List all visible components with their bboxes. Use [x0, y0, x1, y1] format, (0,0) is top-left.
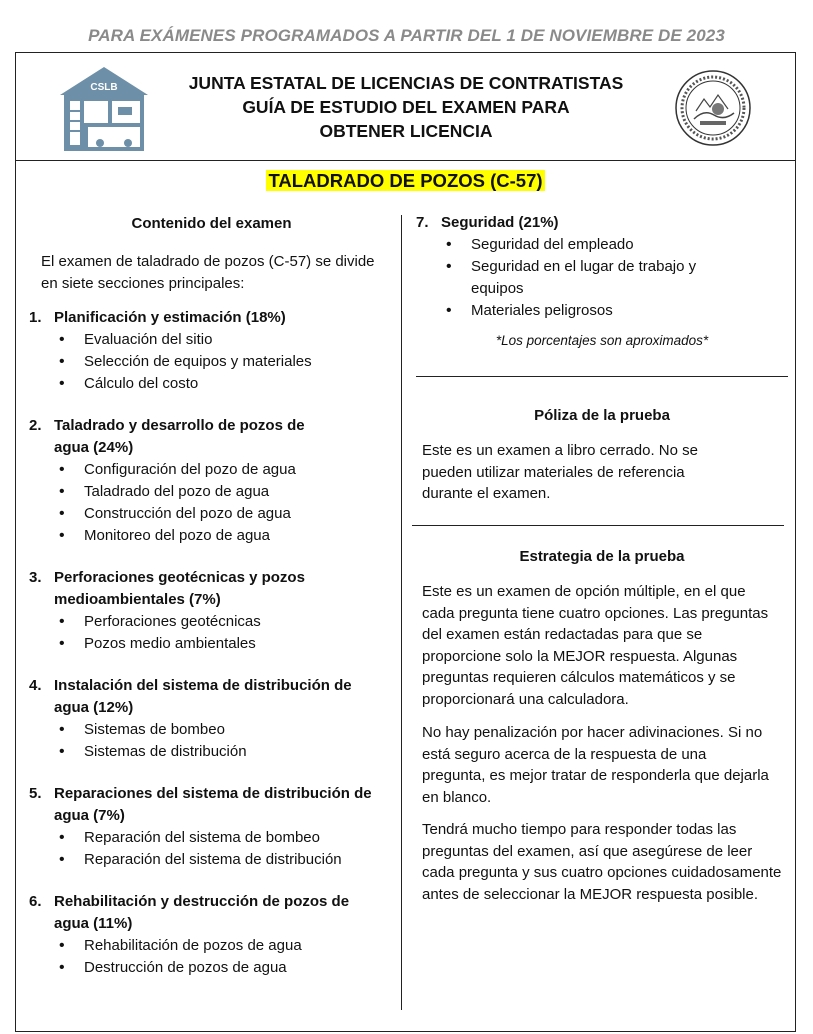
- section-item: • Rehabilitación de pozos de agua: [59, 935, 394, 957]
- policy-heading: Póliza de la prueba: [534, 407, 670, 424]
- exam-content-heading: Contenido del examen: [131, 215, 292, 232]
- section-item: • Pozos medio ambientales: [59, 633, 394, 655]
- exam-section-6: [29, 891, 394, 979]
- divider-policy: [416, 376, 788, 377]
- policy-text: Este es un examen a libro cerrado. No se pueden utilizar materiales de referencia durante el examen.: [422, 442, 698, 502]
- section-item: • Construcción del pozo de agua: [59, 503, 394, 525]
- section-number: 1.: [29, 309, 42, 326]
- section-item: • Perforaciones geotécnicas: [59, 611, 394, 633]
- document-title: [16, 170, 795, 192]
- section-item: • Configuración del pozo de agua: [59, 459, 394, 481]
- exam-section-2: [29, 415, 394, 547]
- exam-section-4: [29, 675, 394, 763]
- section-item: • Taladrado del pozo de agua: [59, 481, 394, 503]
- exam-section-1: [29, 307, 394, 395]
- section-title: Planificación y estimación (18%): [54, 309, 286, 326]
- section-number: 4.: [29, 677, 42, 694]
- section-item: • Cálculo del costo: [59, 373, 394, 395]
- header-title-line: JUNTA ESTATAL DE LICENCIAS DE CONTRATISTAS: [188, 73, 624, 93]
- california-seal: [674, 69, 752, 147]
- percentages-note: *Los porcentajes son aproximados*: [495, 333, 709, 348]
- header: [16, 53, 795, 161]
- section-title: Reparaciones del sistema de distribución de agua (7%): [54, 785, 372, 824]
- strategy-paragraph-3: Tendrá mucho tiempo para responder todas las preguntas del examen, así que asegúrese de leer cada pregunta y sus cuatro opciones cuidadosamente antes de seleccionar la MEJOR respuesta posible.: [422, 821, 782, 903]
- section-number: 6.: [29, 893, 42, 910]
- section-item: • Evaluación del sitio: [59, 329, 394, 351]
- section-number: 5.: [29, 785, 42, 802]
- cslb-logo: [58, 65, 150, 151]
- exam-content-column: [29, 215, 394, 979]
- document-frame: [15, 52, 796, 1032]
- section-item: • Reparación del sistema de bombeo: [59, 827, 394, 849]
- section-number: 3.: [29, 569, 42, 586]
- exam-section-5: [29, 783, 394, 871]
- header-title-line: OBTENER LICENCIA: [319, 121, 493, 141]
- strategy-paragraph-1: Este es un examen de opción múltiple, en el que cada pregunta tiene cuatro opciones. Las preguntas del examen están redactadas para que se proporcione solo la MEJOR respuesta. Algunas preguntas requieren cálculos matemáticos y se proporcionará una calculadora.: [422, 583, 769, 708]
- section-title: Seguridad (21%): [441, 214, 559, 231]
- section-item: • Seguridad del empleado: [446, 234, 788, 256]
- strategy-paragraph-2: No hay penalización por hacer adivinaciones. Si no está seguro acerca de la respuesta de una pregunta, es mejor tratar de responderla que dejarla en blanco.: [422, 724, 769, 806]
- section-title: Rehabilitación y destrucción de pozos de agua (11%): [54, 893, 350, 932]
- right-column: [416, 215, 788, 348]
- section-title: Perforaciones geotécnicas y pozos medioambientales (7%): [54, 569, 305, 608]
- section-item: • Materiales peligrosos: [446, 300, 788, 322]
- section-number: 7.: [416, 214, 429, 231]
- header-titles: [156, 71, 656, 143]
- header-title-line: GUÍA DE ESTUDIO DEL EXAMEN PARA: [242, 97, 570, 117]
- document-title-text: TALADRADO DE POZOS (C-57): [268, 170, 543, 191]
- exam-section-7: [416, 212, 788, 322]
- strategy-heading: Estrategia de la prueba: [519, 548, 685, 565]
- section-item: • Seguridad en el lugar de trabajo y equipos: [446, 256, 701, 300]
- exam-content-intro: El examen de taladrado de pozos (C-57) se divide en siete secciones principales:: [41, 253, 375, 292]
- section-item: • Sistemas de bombeo: [59, 719, 394, 741]
- section-item: • Selección de equipos y materiales: [59, 351, 394, 373]
- section-item: • Reparación del sistema de distribución: [59, 849, 394, 871]
- top-banner: PARA EXÁMENES PROGRAMADOS A PARTIR DEL 1 DE NOVIEMBRE DE 2023: [88, 26, 725, 45]
- section-title: Taladrado y desarrollo de pozos de agua (24%): [54, 417, 305, 456]
- column-divider: [401, 215, 402, 1010]
- section-title: Instalación del sistema de distribución de agua (12%): [54, 677, 352, 716]
- svg-text:CSLB: CSLB: [90, 82, 118, 93]
- section-number: 2.: [29, 417, 42, 434]
- section-item: • Sistemas de distribución: [59, 741, 394, 763]
- divider-strategy: [412, 525, 784, 526]
- section-item: • Destrucción de pozos de agua: [59, 957, 394, 979]
- section-item: • Monitoreo del pozo de agua: [59, 525, 394, 547]
- exam-section-3: [29, 567, 394, 655]
